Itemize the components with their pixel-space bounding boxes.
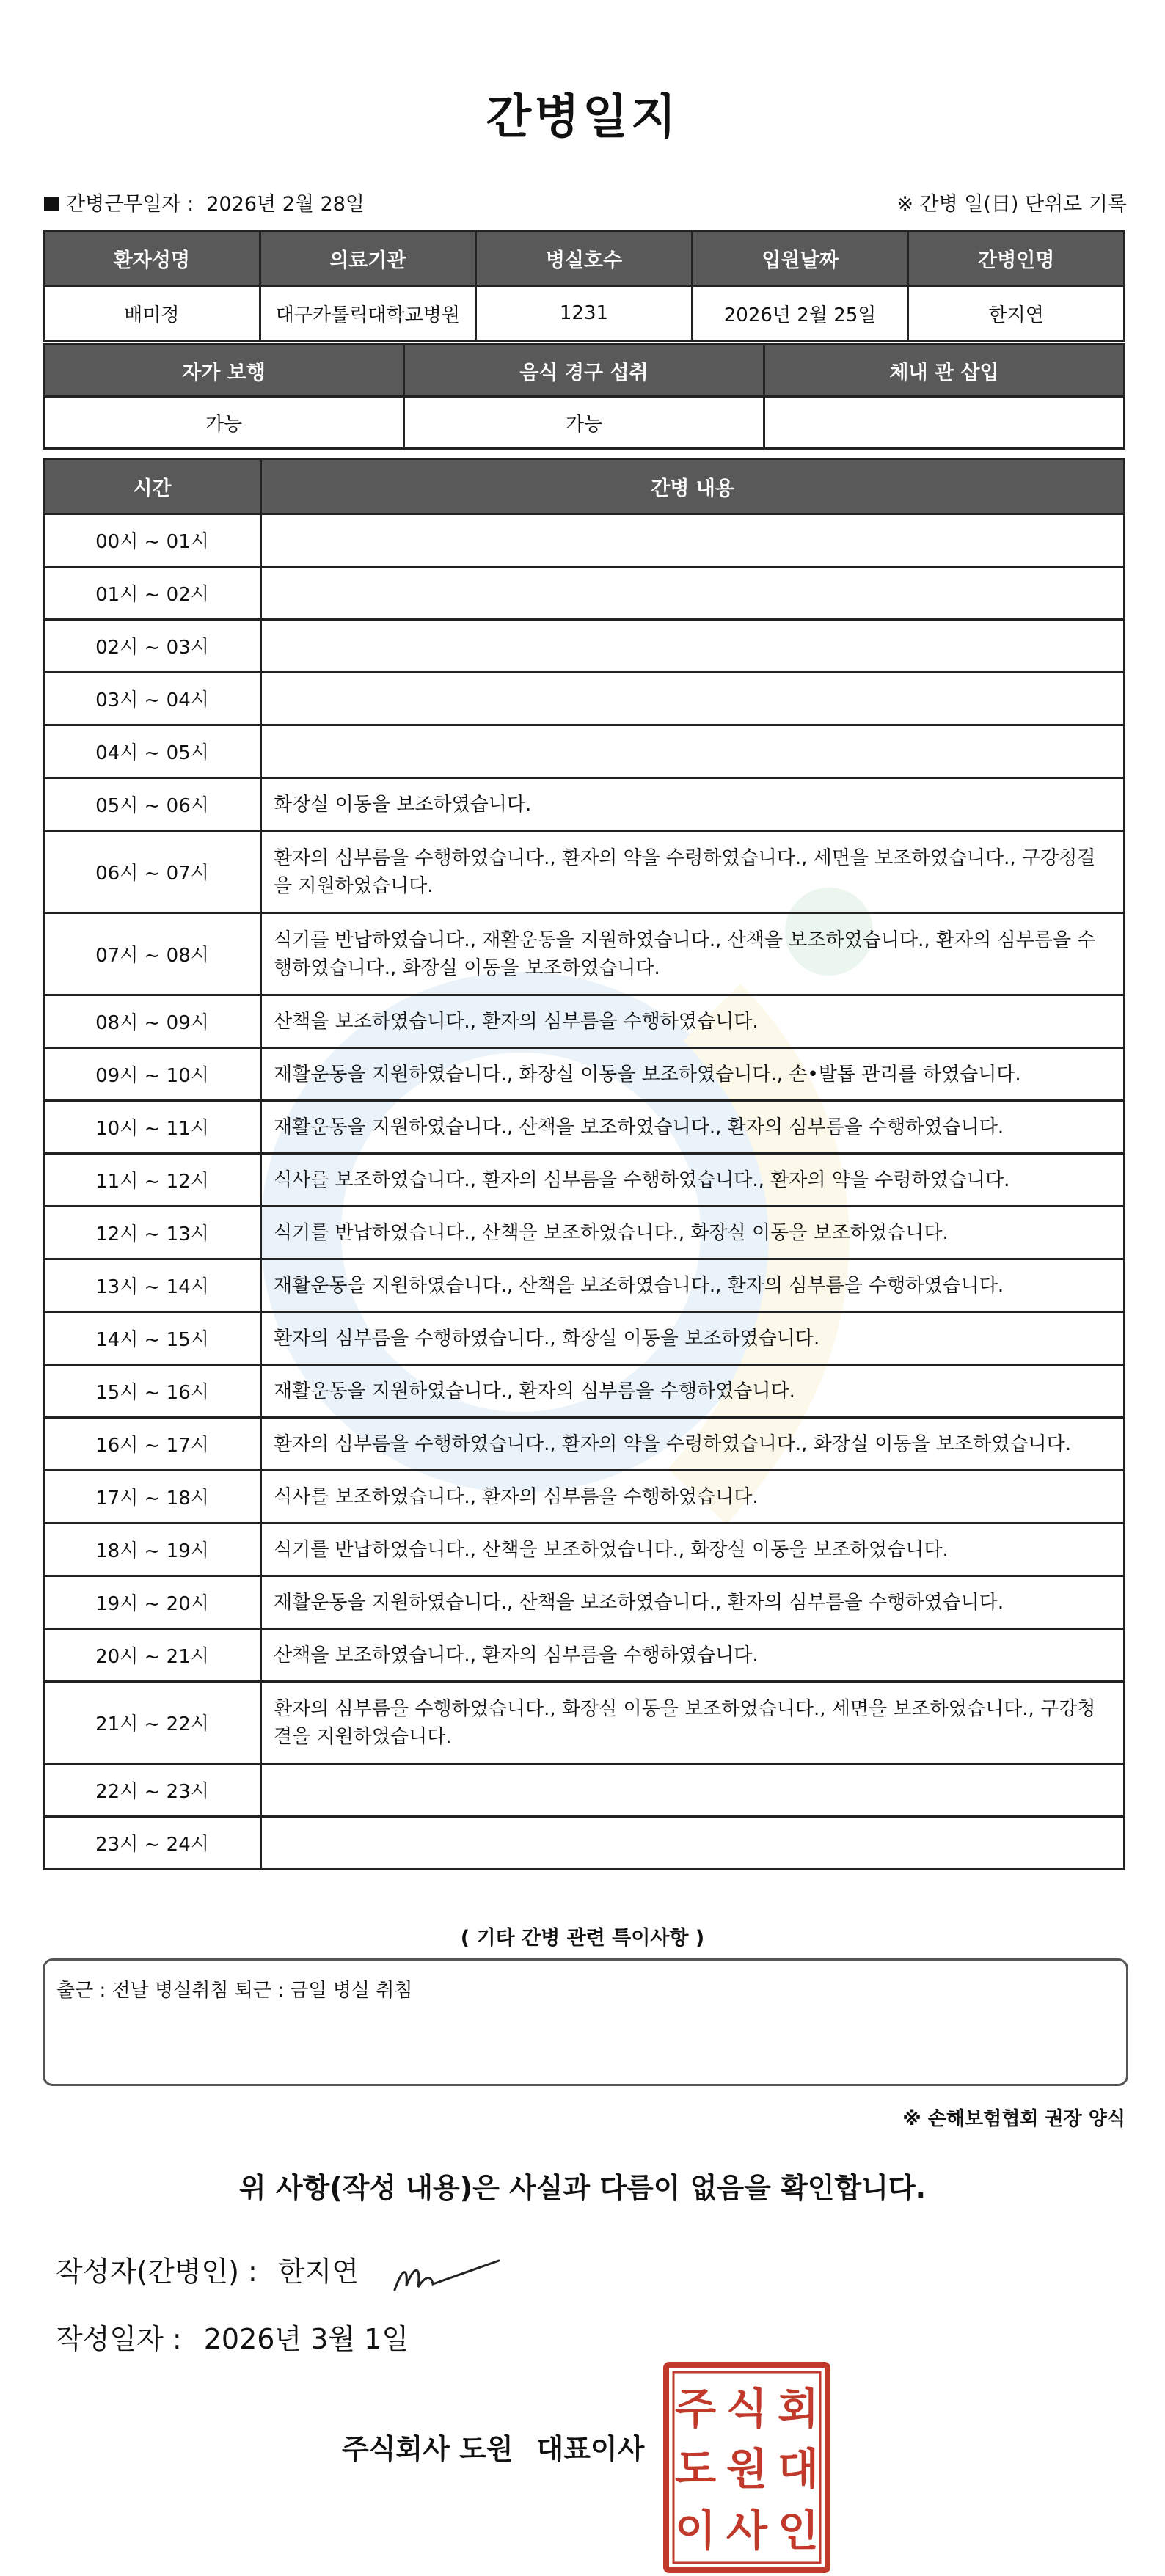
written-date-line	[56, 2316, 409, 2357]
table-row	[44, 913, 1125, 995]
company-name: 주식회사 도원	[342, 2433, 514, 2465]
care-content: 산책을 보조하였습니다., 환자의 심부름을 수행하였습니다.	[261, 995, 1125, 1048]
table-row	[44, 567, 1125, 620]
header-oral-intake: 음식 경구 섭취	[404, 345, 764, 397]
svg-text:사: 사	[726, 2506, 768, 2555]
table-row	[44, 995, 1125, 1048]
patient-info-table	[43, 230, 1125, 342]
care-content: 재활운동을 지원하였습니다., 환자의 심부름을 수행하였습니다.	[261, 1365, 1125, 1418]
time-slot: 07시 ~ 08시	[44, 913, 261, 995]
time-slot: 06시 ~ 07시	[44, 831, 261, 913]
table-row	[44, 1101, 1125, 1154]
patient-status-table	[43, 343, 1125, 450]
time-slot: 17시 ~ 18시	[44, 1471, 261, 1523]
svg-text:인: 인	[777, 2506, 819, 2555]
care-content: 식기를 반납하였습니다., 산책을 보조하였습니다., 화장실 이동을 보조하였습니다.	[261, 1523, 1125, 1576]
time-slot: 01시 ~ 02시	[44, 567, 261, 620]
writer-label: 작성자(간병인) :	[56, 2255, 258, 2288]
header-room-number: 병실호수	[476, 231, 693, 286]
table-row	[44, 514, 1125, 567]
time-slot: 00시 ~ 01시	[44, 514, 261, 567]
time-slot: 18시 ~ 19시	[44, 1523, 261, 1576]
table-row	[44, 1764, 1125, 1817]
care-content: 식기를 반납하였습니다., 산책을 보조하였습니다., 화장실 이동을 보조하였습니다.	[261, 1207, 1125, 1259]
oral-intake-value: 가능	[404, 397, 764, 449]
hospital-name: 대구카톨릭대학교병원	[260, 286, 476, 341]
svg-text:식: 식	[726, 2384, 768, 2434]
time-slot: 05시 ~ 06시	[44, 778, 261, 831]
table-row	[44, 778, 1125, 831]
work-date-label: 간병근무일자 :	[66, 193, 194, 216]
tube-insertion-value	[764, 397, 1125, 449]
table-row	[44, 620, 1125, 673]
care-content: 환자의 심부름을 수행하였습니다., 화장실 이동을 보조하였습니다., 세면을 보조하였습니다., 구강청결을 지원하였습니다.	[261, 1682, 1125, 1764]
time-slot: 04시 ~ 05시	[44, 725, 261, 778]
care-content: 화장실 이동을 보조하였습니다.	[261, 778, 1125, 831]
care-content	[261, 725, 1125, 778]
writer-name: 한지연	[277, 2255, 359, 2288]
time-slot: 03시 ~ 04시	[44, 673, 261, 725]
care-content: 식사를 보조하였습니다., 환자의 심부름을 수행하였습니다., 환자의 약을 수령하였습니다.	[261, 1154, 1125, 1207]
care-content: 식사를 보조하였습니다., 환자의 심부름을 수행하였습니다.	[261, 1471, 1125, 1523]
caregiver-name: 한지연	[908, 286, 1125, 341]
special-notes-title: ( 기타 간병 관련 특이사항 )	[460, 1927, 705, 1950]
care-content: 환자의 심부름을 수행하였습니다., 화장실 이동을 보조하였습니다.	[261, 1312, 1125, 1365]
table-row	[44, 1048, 1125, 1101]
time-slot: 16시 ~ 17시	[44, 1418, 261, 1471]
company-line	[342, 2426, 644, 2467]
svg-text:도: 도	[674, 2444, 717, 2494]
written-date-label: 작성일자 :	[56, 2323, 182, 2355]
work-date-value: 2026년 2월 28일	[206, 193, 365, 216]
header-time: 시간	[44, 459, 261, 514]
time-slot: 20시 ~ 21시	[44, 1629, 261, 1682]
table-row	[44, 1817, 1125, 1870]
time-slot: 14시 ~ 15시	[44, 1312, 261, 1365]
table-row	[44, 1629, 1125, 1682]
time-slot: 09시 ~ 10시	[44, 1048, 261, 1101]
care-log-table	[43, 458, 1125, 1870]
header-hospital: 의료기관	[260, 231, 476, 286]
table-row	[44, 1259, 1125, 1312]
time-slot: 19시 ~ 20시	[44, 1576, 261, 1629]
care-content: 환자의 심부름을 수행하였습니다., 환자의 약을 수령하였습니다., 화장실 이동을 보조하였습니다.	[261, 1418, 1125, 1471]
svg-text:주: 주	[674, 2384, 717, 2434]
time-slot: 15시 ~ 16시	[44, 1365, 261, 1418]
square-bullet-icon	[44, 197, 59, 211]
header-caregiver-name: 간병인명	[908, 231, 1125, 286]
time-slot: 02시 ~ 03시	[44, 620, 261, 673]
time-slot: 08시 ~ 09시	[44, 995, 261, 1048]
header-care-content: 간병 내용	[261, 459, 1125, 514]
time-slot: 21시 ~ 22시	[44, 1682, 261, 1764]
time-slot: 13시 ~ 14시	[44, 1259, 261, 1312]
table-row	[44, 1365, 1125, 1418]
care-content: 재활운동을 지원하였습니다., 산책을 보조하였습니다., 환자의 심부름을 수행하였습니다.	[261, 1101, 1125, 1154]
self-walking-value: 가능	[44, 397, 404, 449]
svg-text:원: 원	[726, 2444, 768, 2494]
table-row	[44, 1207, 1125, 1259]
format-note: ※ 손해보험협회 권장 양식	[902, 2108, 1125, 2130]
company-seal-stamp	[662, 2360, 832, 2575]
care-content	[261, 1764, 1125, 1817]
svg-text:회: 회	[777, 2384, 819, 2434]
ceo-label: 대표이사	[536, 2433, 645, 2465]
care-content	[261, 567, 1125, 620]
page-title: 간병일지	[486, 90, 679, 144]
signature-mark	[389, 2247, 506, 2299]
record-note: ※ 간병 일(日) 단위로 기록	[896, 193, 1127, 216]
table-row	[44, 1471, 1125, 1523]
table-row	[44, 1418, 1125, 1471]
time-slot: 22시 ~ 23시	[44, 1764, 261, 1817]
time-slot: 23시 ~ 24시	[44, 1817, 261, 1870]
time-slot: 12시 ~ 13시	[44, 1207, 261, 1259]
table-row	[44, 725, 1125, 778]
special-notes-text: 출근 : 전날 병실취침 퇴근 : 금일 병실 취침	[56, 1980, 413, 2002]
care-content	[261, 1817, 1125, 1870]
header-patient-name: 환자성명	[44, 231, 260, 286]
written-date-value: 2026년 3월 1일	[203, 2323, 409, 2355]
special-notes-box	[43, 1958, 1128, 2086]
header-tube-insertion: 체내 관 삽입	[764, 345, 1125, 397]
time-slot: 11시 ~ 12시	[44, 1154, 261, 1207]
header-admission-date: 입원날짜	[692, 231, 908, 286]
care-content	[261, 673, 1125, 725]
care-content	[261, 620, 1125, 673]
care-content: 재활운동을 지원하였습니다., 화장실 이동을 보조하였습니다., 손•발톱 관리를 하였습니다.	[261, 1048, 1125, 1101]
table-row	[44, 831, 1125, 913]
care-content: 재활운동을 지원하였습니다., 산책을 보조하였습니다., 환자의 심부름을 수행하였습니다.	[261, 1259, 1125, 1312]
care-content	[261, 514, 1125, 567]
writer-line	[56, 2249, 359, 2289]
svg-text:대: 대	[777, 2444, 819, 2494]
admission-date: 2026년 2월 25일	[692, 286, 908, 341]
care-content: 재활운동을 지원하였습니다., 산책을 보조하였습니다., 환자의 심부름을 수행하였습니다.	[261, 1576, 1125, 1629]
table-row	[44, 1523, 1125, 1576]
header-self-walking: 자가 보행	[44, 345, 404, 397]
table-row	[44, 1682, 1125, 1764]
table-row	[44, 673, 1125, 725]
room-number: 1231	[476, 286, 693, 341]
patient-name: 배미정	[44, 286, 260, 341]
work-date	[44, 188, 365, 216]
care-content: 산책을 보조하였습니다., 환자의 심부름을 수행하였습니다.	[261, 1629, 1125, 1682]
care-content: 환자의 심부름을 수행하였습니다., 환자의 약을 수령하였습니다., 세면을 보조하였습니다., 구강청결을 지원하였습니다.	[261, 831, 1125, 913]
table-row	[44, 1576, 1125, 1629]
table-row	[44, 1312, 1125, 1365]
care-content: 식기를 반납하였습니다., 재활운동을 지원하였습니다., 산책을 보조하였습니다., 환자의 심부름을 수행하였습니다., 화장실 이동을 보조하였습니다.	[261, 913, 1125, 995]
table-row	[44, 1154, 1125, 1207]
time-slot: 10시 ~ 11시	[44, 1101, 261, 1154]
svg-text:이: 이	[674, 2506, 717, 2555]
confirmation-statement: 위 사항(작성 내용)은 사실과 다름이 없음을 확인합니다.	[238, 2172, 927, 2204]
